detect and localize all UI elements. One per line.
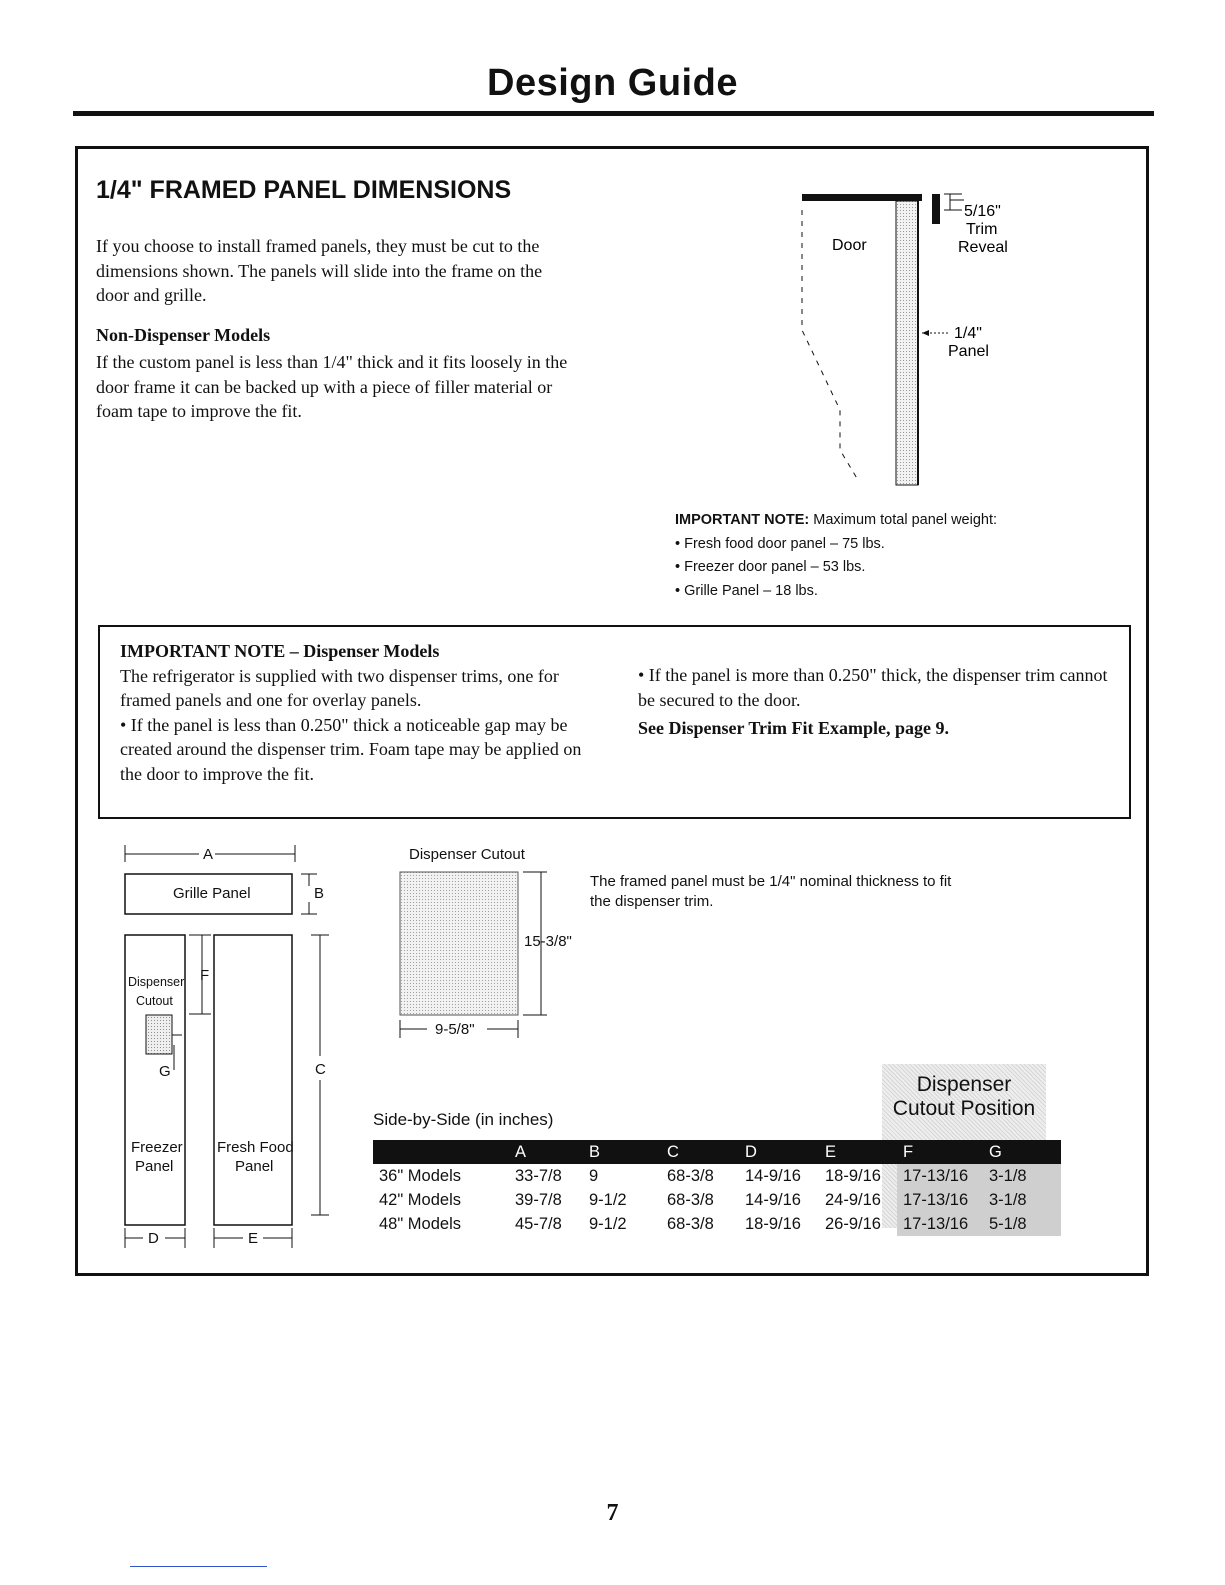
trim-value: 5/16" <box>964 203 1001 220</box>
table-caption: Side-by-Side (in inches) <box>373 1110 554 1129</box>
panel-thickness-value: 1/4" <box>954 325 982 342</box>
dim-g-label: G <box>159 1063 171 1080</box>
table-cell: 68-3/8 <box>667 1166 714 1185</box>
table-cell: 9-1/2 <box>589 1214 627 1233</box>
reveal-label: Reveal <box>958 239 1008 256</box>
door-section-diagram <box>780 180 1040 500</box>
dispenser-see-also: See Dispenser Trim Fit Example, page 9. <box>638 718 949 738</box>
table-header-cell: A <box>509 1140 583 1164</box>
cutout-height-label: 15-3/8" <box>524 933 572 950</box>
fresh-food-panel-label-2: Panel <box>235 1158 274 1175</box>
dim-f-label: F <box>200 967 210 984</box>
dispenser-cutout-label-1: Dispenser <box>128 975 185 989</box>
table-row <box>373 1188 1061 1212</box>
table-cell: 9-1/2 <box>589 1190 627 1209</box>
table-cell: 39-7/8 <box>515 1190 562 1209</box>
table-header-cell: B <box>583 1140 661 1164</box>
page-title: Design Guide <box>487 62 738 104</box>
weight-note-text: Maximum total panel weight: <box>813 512 998 528</box>
table-header-cell: G <box>983 1140 1061 1164</box>
table-header-cell: C <box>661 1140 739 1164</box>
table-header-cell: E <box>819 1140 897 1164</box>
table-header-cell: F <box>897 1140 983 1164</box>
cutout-position-header <box>882 1073 1046 1121</box>
table-cell: 48" Models <box>379 1214 461 1233</box>
weight-note <box>675 509 997 603</box>
cutout-title: Dispenser Cutout <box>409 846 525 863</box>
dim-c-label: C <box>315 1061 326 1078</box>
table-cell: 26-9/16 <box>825 1214 881 1233</box>
cutout-position-header-line1: Dispenser <box>916 1073 1012 1096</box>
cutout-shape <box>400 872 518 1015</box>
dimensions-table <box>373 1140 1061 1236</box>
dim-d-label: D <box>148 1230 159 1247</box>
section-heading: 1/4" FRAMED PANEL DIMENSIONS <box>96 176 512 204</box>
table-cell: 17-13/16 <box>897 1164 983 1188</box>
trim-post <box>932 194 940 224</box>
fresh-food-panel-shape <box>214 935 292 1225</box>
title-rule <box>73 111 1154 116</box>
dispenser-cutout-label-2: Cutout <box>136 994 173 1008</box>
table-header-row <box>373 1140 1061 1164</box>
panel-shape <box>896 201 918 485</box>
table-cell: 42" Models <box>379 1190 461 1209</box>
table-header-cell: D <box>739 1140 819 1164</box>
table-header-cell <box>373 1140 509 1164</box>
dispenser-note-left <box>120 639 600 786</box>
cutout-width-label: 9-5/8" <box>435 1021 475 1038</box>
table-cell: 14-9/16 <box>745 1166 801 1185</box>
page-number: 7 <box>606 1500 619 1526</box>
dim-a-label: A <box>203 846 214 863</box>
dispenser-cutout-diagram <box>395 842 605 1052</box>
table-cell: 18-9/16 <box>825 1166 881 1185</box>
door-label: Door <box>832 237 867 254</box>
dispenser-note-bullet: • If the panel is more than 0.250" thick, the dispenser trim cannot be secured to the door. <box>638 665 1108 710</box>
freezer-panel-label-2: Panel <box>135 1158 174 1175</box>
cutout-note: The framed panel must be 1/4" nominal thickness to fit the dispenser trim. <box>590 873 952 910</box>
dispenser-note-heading: IMPORTANT NOTE – Dispenser Models <box>120 641 440 661</box>
table-cell: 5-1/8 <box>983 1212 1061 1236</box>
table-row <box>373 1212 1061 1236</box>
table-cell: 3-1/8 <box>983 1164 1061 1188</box>
dispenser-cutout-shape <box>146 1015 172 1054</box>
dispenser-note-bullet: • If the panel is less than 0.250" thick a noticeable gap may be created around the dispenser trim. Foam tape may be applied on the door to improve the fit. <box>120 714 582 784</box>
weight-list <box>675 533 997 604</box>
door-edge <box>802 194 922 201</box>
intro-paragraph: If you choose to install framed panels, they must be cut to the dimensions shown. The panels will slide into the frame on the door and grille. <box>96 236 543 305</box>
table-cell: 3-1/8 <box>983 1188 1061 1212</box>
table-cell: 68-3/8 <box>667 1214 714 1233</box>
table-cell: 68-3/8 <box>667 1190 714 1209</box>
table-cell: 17-13/16 <box>897 1188 983 1212</box>
table-cell: 33-7/8 <box>515 1166 562 1185</box>
dim-b-label: B <box>314 885 325 902</box>
table-cell: 9 <box>589 1166 599 1185</box>
panel-label: Panel <box>948 343 989 360</box>
non-dispenser-heading: Non-Dispenser Models <box>96 325 271 345</box>
dispenser-note-para: The refrigerator is supplied with two dispenser trims, one for framed panels and one for overlay panels. <box>120 665 559 710</box>
table-cell: 45-7/8 <box>515 1214 562 1233</box>
freezer-panel-label-1: Freezer <box>131 1139 183 1156</box>
weight-item: • Grille Panel – 18 lbs. <box>675 580 997 604</box>
weight-note-label: IMPORTANT NOTE: <box>675 512 810 528</box>
table-cell: 24-9/16 <box>825 1190 881 1209</box>
footer-rule <box>130 1566 267 1567</box>
weight-item: • Freezer door panel – 53 lbs. <box>675 556 997 580</box>
non-dispenser-paragraph: If the custom panel is less than 1/4" thick and it fits loosely in the door frame it can be backed up with a piece of filler material or foam tape to improve the fit. <box>96 352 568 421</box>
table-cell: 17-13/16 <box>897 1212 983 1236</box>
fresh-food-panel-label-1: Fresh Food <box>217 1139 294 1156</box>
trim-label: Trim <box>966 221 998 238</box>
dim-e-label: E <box>248 1230 259 1247</box>
panel-layout-diagram <box>115 840 345 1255</box>
cutout-position-header-line2: Cutout Position <box>892 1097 1036 1120</box>
table-row <box>373 1164 1061 1188</box>
weight-item: • Fresh food door panel – 75 lbs. <box>675 533 997 557</box>
table-cell: 18-9/16 <box>745 1214 801 1233</box>
dispenser-note-right <box>638 663 1108 741</box>
grille-panel-label: Grille Panel <box>173 885 251 902</box>
table-cell: 36" Models <box>379 1166 461 1185</box>
table-cell: 14-9/16 <box>745 1190 801 1209</box>
